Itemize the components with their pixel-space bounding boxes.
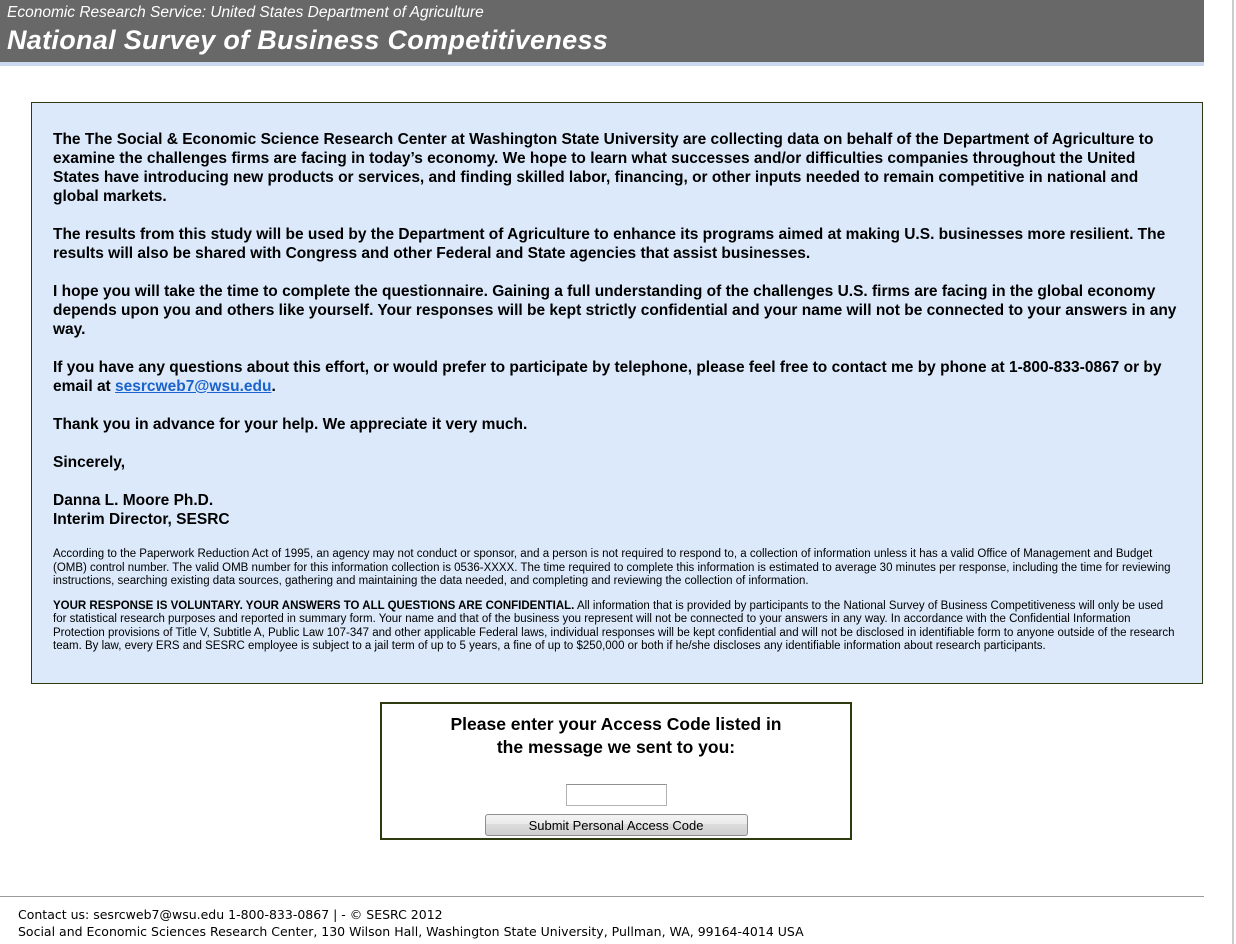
voluntary-notice-body: All information that is provided by participants to the National Survey of Business Competitiveness will only be used for statistical research purposes and reported in summary form. Your name and that of the business you represent will not be connected to your answers in any way. In accordance with the Confidential Information Protection provisions of Title V, Subtitle A, Public Law 107-347 and other applicable Federal laws, individual responses will be kept confidential and will not be disclosed in identifiable form to anyone outside of the research team. By law, every ERS and SESRC employee is subject to a jail term of up to 5 years, a fine of up to $250,000 or both if he/she discloses any identifiable information about research participants.	[53, 599, 1175, 652]
access-code-input[interactable]	[566, 784, 667, 806]
access-code-panel	[381, 703, 851, 839]
signature-name: Danna L. Moore Ph.D.	[53, 492, 214, 509]
window-right-edge	[1232, 0, 1234, 944]
intro-paragraph-3: I hope you will take the time to complete the questionnaire. Gaining a full understanding of the challenges U.S. firms are facing in the global economy depends upon you and others like yourself. Your responses will be kept strictly confidential and your name will not be connected to your answers in any way.	[53, 283, 1177, 338]
contact-text-suffix: .	[271, 378, 276, 395]
page-title: National Survey of Business Competitiveness	[7, 25, 609, 55]
thanks-paragraph: Thank you in advance for your help. We appreciate it very much.	[53, 416, 528, 433]
footer	[0, 896, 1204, 940]
email-link[interactable]: sesrcweb7@wsu.edu	[115, 378, 272, 395]
intro-paragraph-1: The The Social & Economic Science Research Center at Washington State University are collecting data on behalf of the Department of Agriculture to examine the challenges firms are facing in today’s economy. We hope to learn what successes and/or difficulties companies throughout the United States have introducing new products or services, and finding skilled labor, financing, or other inputs needed to remain competitive in national and global markets.	[53, 131, 1154, 205]
voluntary-notice	[53, 600, 1178, 654]
footer-address-line: Social and Economic Sciences Research Center, 130 Wilson Hall, Washington State University, Pullman, WA, 99164-4014 USA	[18, 924, 804, 939]
footer-contact-line: Contact us: sesrcweb7@wsu.edu 1-800-833-0867 | - © SESRC 2012	[18, 907, 443, 922]
header-banner	[0, 0, 1204, 66]
signature-block	[53, 491, 1178, 529]
signature-title: Interim Director, SESRC	[53, 511, 230, 528]
agency-line: Economic Research Service: United States Department of Agriculture	[7, 4, 484, 21]
access-code-prompt	[382, 713, 850, 759]
submit-access-code-button[interactable]: Submit Personal Access Code	[485, 814, 748, 836]
access-code-prompt-line2: the message we sent to you:	[496, 737, 736, 757]
closing-line: Sincerely,	[53, 454, 126, 471]
intro-panel	[31, 102, 1203, 684]
voluntary-notice-lead: YOUR RESPONSE IS VOLUNTARY. YOUR ANSWERS TO ALL QUESTIONS ARE CONFIDENTIAL.	[53, 599, 575, 612]
intro-paragraph-2: The results from this study will be used by the Department of Agriculture to enhance its programs aimed at making U.S. businesses more resilient. The results will also be shared with Congress and other Federal and State agencies that assist businesses.	[53, 226, 1166, 262]
contact-text-prefix: If you have any questions about this effort, or would prefer to participate by telephone, please feel free to contact me by phone at 1-800-833-0867 or by email at	[53, 359, 1162, 395]
contact-paragraph	[53, 358, 1178, 396]
access-code-prompt-line1: Please enter your Access Code listed in	[450, 714, 782, 734]
paperwork-notice: According to the Paperwork Reduction Act of 1995, an agency may not conduct or sponsor, and a person is not required to respond to, a collection of information unless it has a valid Office of Management and Budget (OMB) control number. The valid OMB number for this information collection is 0536-XXXX. The time required to complete this information is estimated to average 30 minutes per response, including the time for reviewing instructions, searching existing data sources, gathering and maintaining the data needed, and completing and reviewing the collection of information.	[53, 548, 1171, 587]
